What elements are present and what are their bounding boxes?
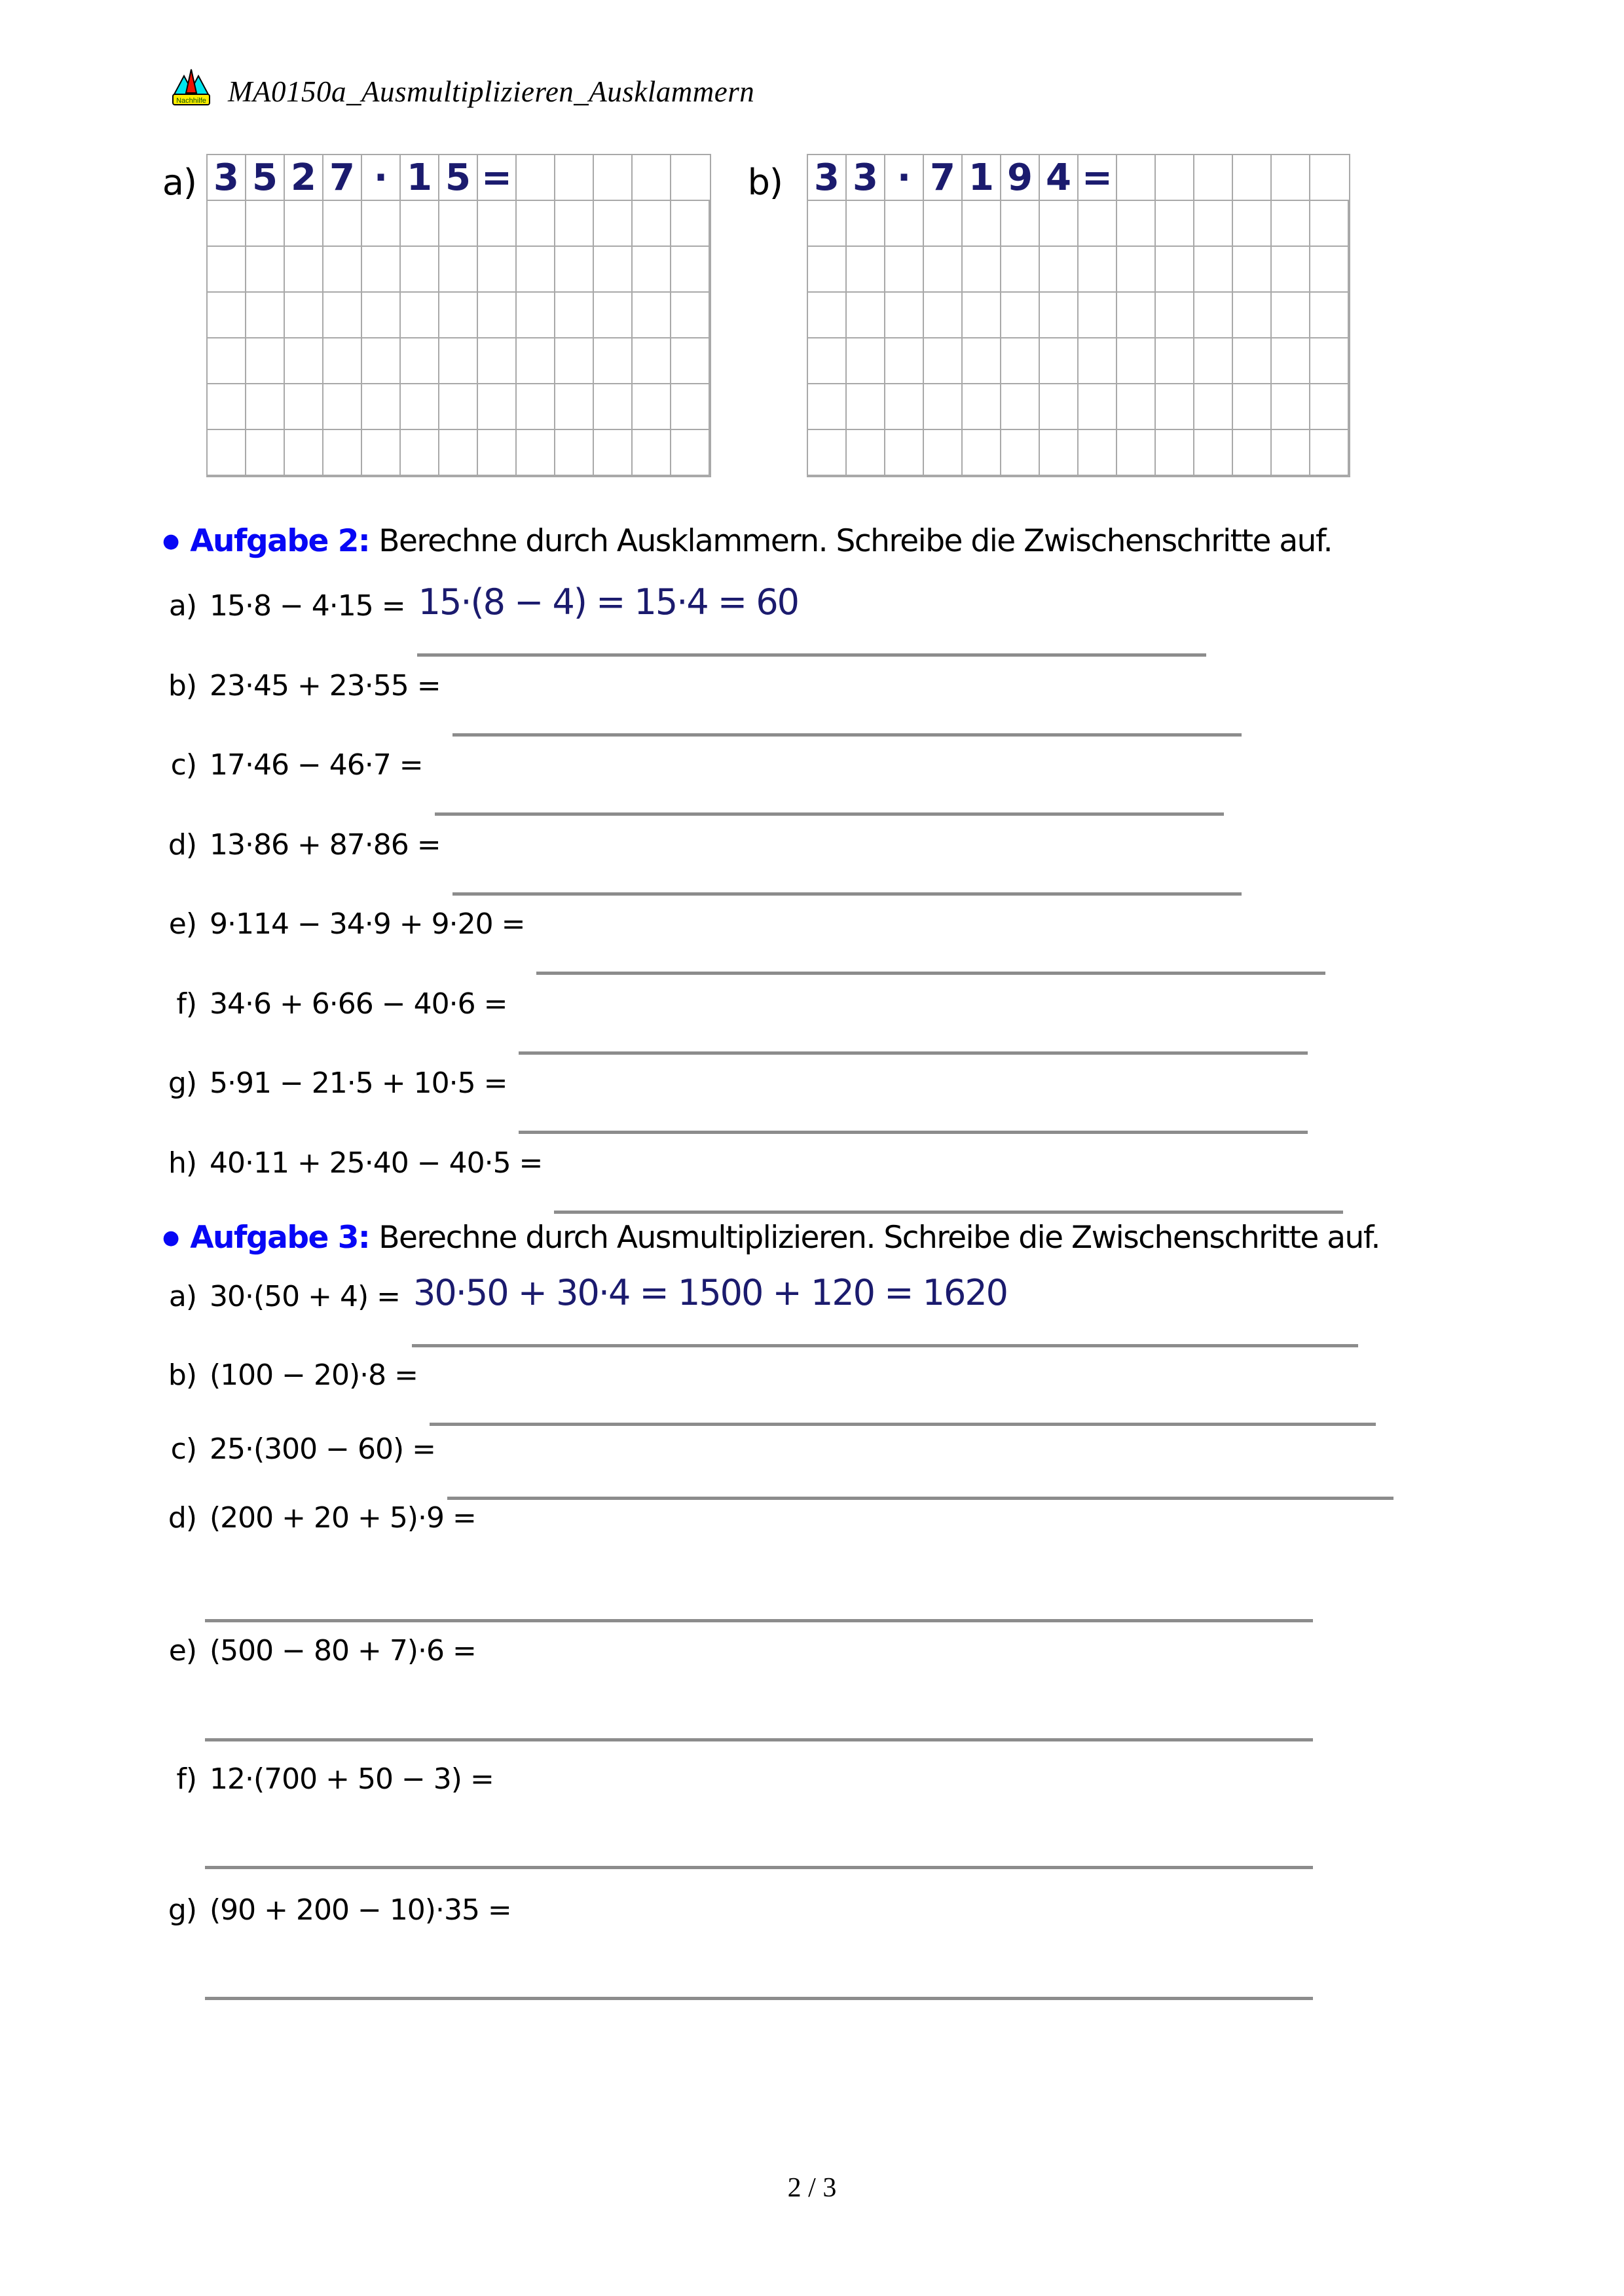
item-answer: 15·(8 − 4) = 15·4 = 60 <box>418 581 799 623</box>
item-label: e) <box>168 1634 196 1667</box>
grid-cell: 7 <box>323 155 362 201</box>
item-expression: (200 + 20 + 5)·9 = <box>210 1501 476 1535</box>
item-expression: (90 + 200 − 10)·35 = <box>210 1893 511 1927</box>
task-item <box>156 906 1343 986</box>
item-expression: (500 − 80 + 7)·6 = <box>210 1634 476 1667</box>
answer-line <box>205 1619 1313 1622</box>
task-item <box>156 1633 1434 1669</box>
grid-cell: = <box>1079 155 1117 201</box>
task-3-heading <box>162 1219 1380 1257</box>
task-item <box>156 1892 1469 1929</box>
task-item <box>156 1065 1343 1145</box>
task-item <box>156 986 1343 1066</box>
grid-cell: 1 <box>963 155 1001 201</box>
grid-cell <box>1117 155 1156 201</box>
grid-cell: 7 <box>924 155 963 201</box>
task-2-title: Aufgabe 2: <box>190 523 370 559</box>
grid-a-digit-row <box>208 155 710 201</box>
answer-line <box>452 892 1242 896</box>
task-item <box>156 827 1343 907</box>
grid-cell: 3 <box>208 155 246 201</box>
task-2-items <box>156 581 1343 1224</box>
item-label: c) <box>170 748 196 782</box>
task-item <box>156 1145 1343 1225</box>
item-label: g) <box>168 1893 196 1927</box>
grid-cell <box>633 155 671 201</box>
answer-line <box>554 1211 1343 1214</box>
item-label: e) <box>168 907 196 941</box>
grid-b-digit-row <box>808 155 1349 201</box>
item-label: d) <box>168 1501 196 1535</box>
item-expression: 25·(300 − 60) = <box>210 1432 435 1466</box>
answer-line <box>519 1051 1308 1055</box>
grid-cell: · <box>362 155 401 201</box>
answer-line <box>205 1997 1313 2000</box>
grid-cell <box>1310 155 1349 201</box>
task-2-heading <box>162 522 1332 560</box>
item-label: b) <box>168 1358 196 1392</box>
answer-line <box>205 1866 1313 1869</box>
grid-cell: · <box>885 155 924 201</box>
item-label: h) <box>168 1146 196 1180</box>
task-item <box>156 1500 1434 1537</box>
item-expression: 30·(50 + 4) = <box>210 1280 400 1313</box>
task-item <box>156 668 1343 748</box>
grid-b-workspace <box>808 201 1349 476</box>
grid-b-label: b) <box>747 162 783 203</box>
task-item <box>156 747 1343 827</box>
grid-cell: 2 <box>285 155 323 201</box>
answer-line <box>519 1131 1308 1134</box>
grid-a-workspace <box>208 201 710 476</box>
answer-line <box>452 733 1242 737</box>
item-expression: 9·114 − 34·9 + 9·20 = <box>210 907 525 941</box>
answer-line <box>417 653 1206 657</box>
grid-cell <box>1272 155 1310 201</box>
item-expression: (100 − 20)·8 = <box>210 1358 418 1392</box>
grid-cell: 5 <box>246 155 285 201</box>
grid-cell <box>555 155 594 201</box>
item-expression: 15·8 − 4·15 = <box>210 589 405 623</box>
item-label: c) <box>170 1432 196 1466</box>
grid-cell: 3 <box>808 155 847 201</box>
grid-cell: 3 <box>847 155 885 201</box>
task-item <box>156 1272 1358 1315</box>
worksheet-title: MA0150a_Ausmultiplizieren_Ausklammern <box>228 75 755 108</box>
grid-b <box>807 154 1350 477</box>
item-expression: 12·(700 + 50 − 3) = <box>210 1762 494 1796</box>
item-expression: 23·45 + 23·55 = <box>210 668 441 702</box>
page-number: 2 / 3 <box>787 2173 837 2203</box>
item-answer: 30·50 + 30·4 = 1500 + 120 = 1620 <box>413 1272 1008 1313</box>
grid-cell <box>594 155 633 201</box>
grid-cell: 9 <box>1001 155 1040 201</box>
item-label: d) <box>168 828 196 862</box>
grid-cell: 4 <box>1040 155 1079 201</box>
item-expression: 40·11 + 25·40 − 40·5 = <box>210 1146 543 1180</box>
answer-line <box>536 972 1325 975</box>
item-label: g) <box>168 1066 196 1100</box>
bullet-icon: ● <box>162 1226 180 1249</box>
logo-text: Nachhilfe <box>176 97 206 105</box>
answer-line <box>447 1497 1393 1500</box>
grid-cell <box>1233 155 1272 201</box>
bullet-icon: ● <box>162 530 180 553</box>
task-3-instruction: Berechne durch Ausmultiplizieren. Schreibe die Zwischenschritte auf. <box>378 1220 1380 1256</box>
answer-line <box>412 1344 1358 1347</box>
item-label: f) <box>176 1762 196 1796</box>
grid-cell <box>1194 155 1233 201</box>
grid-cell: 1 <box>401 155 439 201</box>
item-expression: 13·86 + 87·86 = <box>210 828 441 862</box>
task-3-title: Aufgabe 3: <box>190 1220 370 1256</box>
nachhilfe-logo-icon <box>172 67 211 107</box>
item-expression: 17·46 − 46·7 = <box>210 748 423 782</box>
item-expression: 5·91 − 21·5 + 10·5 = <box>210 1066 507 1100</box>
grid-cell: = <box>478 155 517 201</box>
task-item <box>156 1761 1452 1798</box>
item-label: a) <box>168 589 196 623</box>
item-label: f) <box>176 987 196 1021</box>
grid-a-label: a) <box>162 162 196 203</box>
grid-a <box>206 154 711 477</box>
task-item <box>156 1357 1376 1394</box>
grid-cell <box>1156 155 1194 201</box>
grid-cell: 5 <box>439 155 478 201</box>
item-label: a) <box>168 1280 196 1313</box>
answer-line <box>430 1423 1376 1426</box>
task-item <box>156 581 1343 668</box>
task-item <box>156 1431 1393 1468</box>
item-expression: 34·6 + 6·66 − 40·6 = <box>210 987 507 1021</box>
answer-line <box>205 1738 1313 1741</box>
grid-cell <box>671 155 710 201</box>
grid-cell <box>517 155 555 201</box>
task-2-instruction: Berechne durch Ausklammern. Schreibe die Zwischenschritte auf. <box>378 523 1333 559</box>
item-label: b) <box>168 668 196 702</box>
answer-line <box>435 812 1224 816</box>
